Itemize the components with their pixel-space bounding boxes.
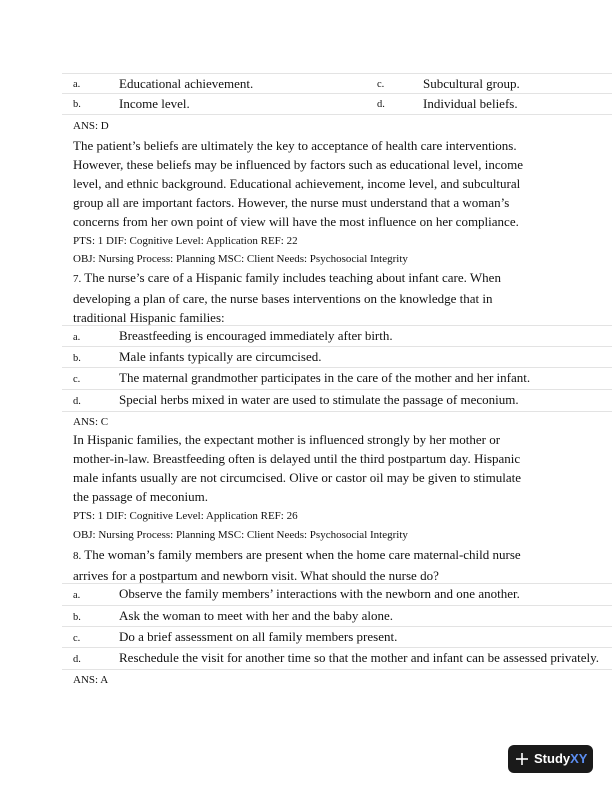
q7-answer: ANS: C: [73, 416, 109, 428]
q7-rationale: [73, 430, 521, 506]
stem-line: [73, 268, 501, 289]
studyxy-logo[interactable]: [508, 745, 593, 773]
q8-option-a-letter: a.: [73, 590, 81, 601]
stem-text: The woman’s family members are present when the home care maternal-child nurse: [84, 547, 521, 562]
rationale-line: mother-in-law. Breastfeeding often is delayed until the third postpartum day. Hispanic: [73, 451, 521, 467]
rationale-line: level, and ethnic background. Educational achievement, income level, and subcultural: [73, 176, 521, 192]
q8-stem: [73, 545, 521, 585]
divider: [62, 626, 612, 627]
q6-option-b-letter: b.: [73, 99, 81, 110]
brand-suffix: XY: [570, 751, 588, 766]
divider: [62, 73, 612, 74]
plus-icon: [515, 752, 529, 766]
q7-option-a-letter: a.: [73, 332, 81, 343]
divider: [62, 583, 612, 584]
q7-option-b-letter: b.: [73, 353, 81, 364]
rationale-line: male infants usually are not circumcised. Olive or castor oil may be given to stimulate: [73, 470, 522, 486]
divider: [62, 325, 612, 326]
q8-option-b: Ask the woman to meet with her and the baby alone.: [119, 608, 394, 623]
rationale-line: The patient’s beliefs are ultimately the key to acceptance of health care interventions.: [73, 138, 517, 153]
q7-pts: PTS: 1 DIF: Cognitive Level: Application REF: 26: [73, 510, 298, 522]
divider: [62, 605, 612, 606]
stem-text: The nurse’s care of a Hispanic family includes teaching about infant care. When: [84, 270, 501, 285]
q8-answer: ANS: A: [73, 674, 109, 686]
q8-option-d-letter: d.: [73, 654, 81, 665]
q6-option-b: Income level.: [119, 96, 190, 111]
q7-number: 7.: [73, 273, 82, 285]
q7-option-d-letter: d.: [73, 396, 81, 407]
q7-obj: OBJ: Nursing Process: Planning MSC: Client Needs: Psychosocial Integrity: [73, 529, 408, 541]
q7-option-c-letter: c.: [73, 374, 81, 385]
q6-answer: ANS: D: [73, 120, 109, 132]
q8-option-a: Observe the family members’ interactions with the newborn and one another.: [119, 586, 520, 601]
q6-option-c-letter: c.: [377, 79, 385, 90]
divider: [62, 93, 612, 94]
q6-option-a-letter: a.: [73, 79, 81, 90]
divider: [62, 669, 612, 670]
q6-option-d: Individual beliefs.: [423, 96, 518, 111]
q6-obj: OBJ: Nursing Process: Planning MSC: Client Needs: Psychosocial Integrity: [73, 253, 408, 265]
stem-line: arrives for a postpartum and newborn visit. What should the nurse do?: [73, 568, 439, 584]
q8-option-c-letter: c.: [73, 633, 81, 644]
stem-line: traditional Hispanic families:: [73, 310, 225, 326]
divider: [62, 346, 612, 347]
q7-option-b: Male infants typically are circumcised.: [119, 349, 322, 364]
q7-option-c: The maternal grandmother participates in the care of the mother and her infant.: [119, 370, 531, 385]
q8-option-d: Reschedule the visit for another time so that the mother and infant can be assessed privately.: [119, 650, 600, 665]
stem-line: developing a plan of care, the nurse bases interventions on the knowledge that in: [73, 291, 493, 307]
divider: [62, 367, 612, 368]
q8-option-b-letter: b.: [73, 612, 81, 623]
q6-option-a: Educational achievement.: [119, 76, 254, 91]
rationale-line: group all are important factors. However, the nurse must understand that a woman’s: [73, 195, 510, 211]
q7-option-a: Breastfeeding is encouraged immediately after birth.: [119, 328, 393, 343]
divider: [62, 389, 612, 390]
stem-line: [73, 545, 521, 566]
q6-rationale: [73, 136, 523, 231]
brand-wordmark: [534, 751, 587, 766]
brand-prefix: Study: [534, 751, 571, 766]
q8-option-c: Do a brief assessment on all family members present.: [119, 629, 398, 644]
rationale-line: the passage of meconium.: [73, 489, 209, 505]
q7-option-d: Special herbs mixed in water are used to stimulate the passage of meconium.: [119, 392, 519, 407]
rationale-line: In Hispanic families, the expectant mother is influenced strongly by her mother or: [73, 432, 501, 447]
q6-option-d-letter: d.: [377, 99, 385, 110]
divider: [62, 114, 612, 115]
divider: [62, 647, 612, 648]
q8-number: 8.: [73, 550, 82, 562]
q6-pts: PTS: 1 DIF: Cognitive Level: Application REF: 22: [73, 235, 298, 247]
q6-option-c: Subcultural group.: [423, 76, 520, 91]
divider: [62, 411, 612, 412]
rationale-line: concerns from her own point of view will have the most influence on her compliance.: [73, 214, 519, 230]
q7-stem: [73, 268, 501, 327]
rationale-line: However, these beliefs may be influenced by factors such as educational level, income: [73, 157, 523, 173]
